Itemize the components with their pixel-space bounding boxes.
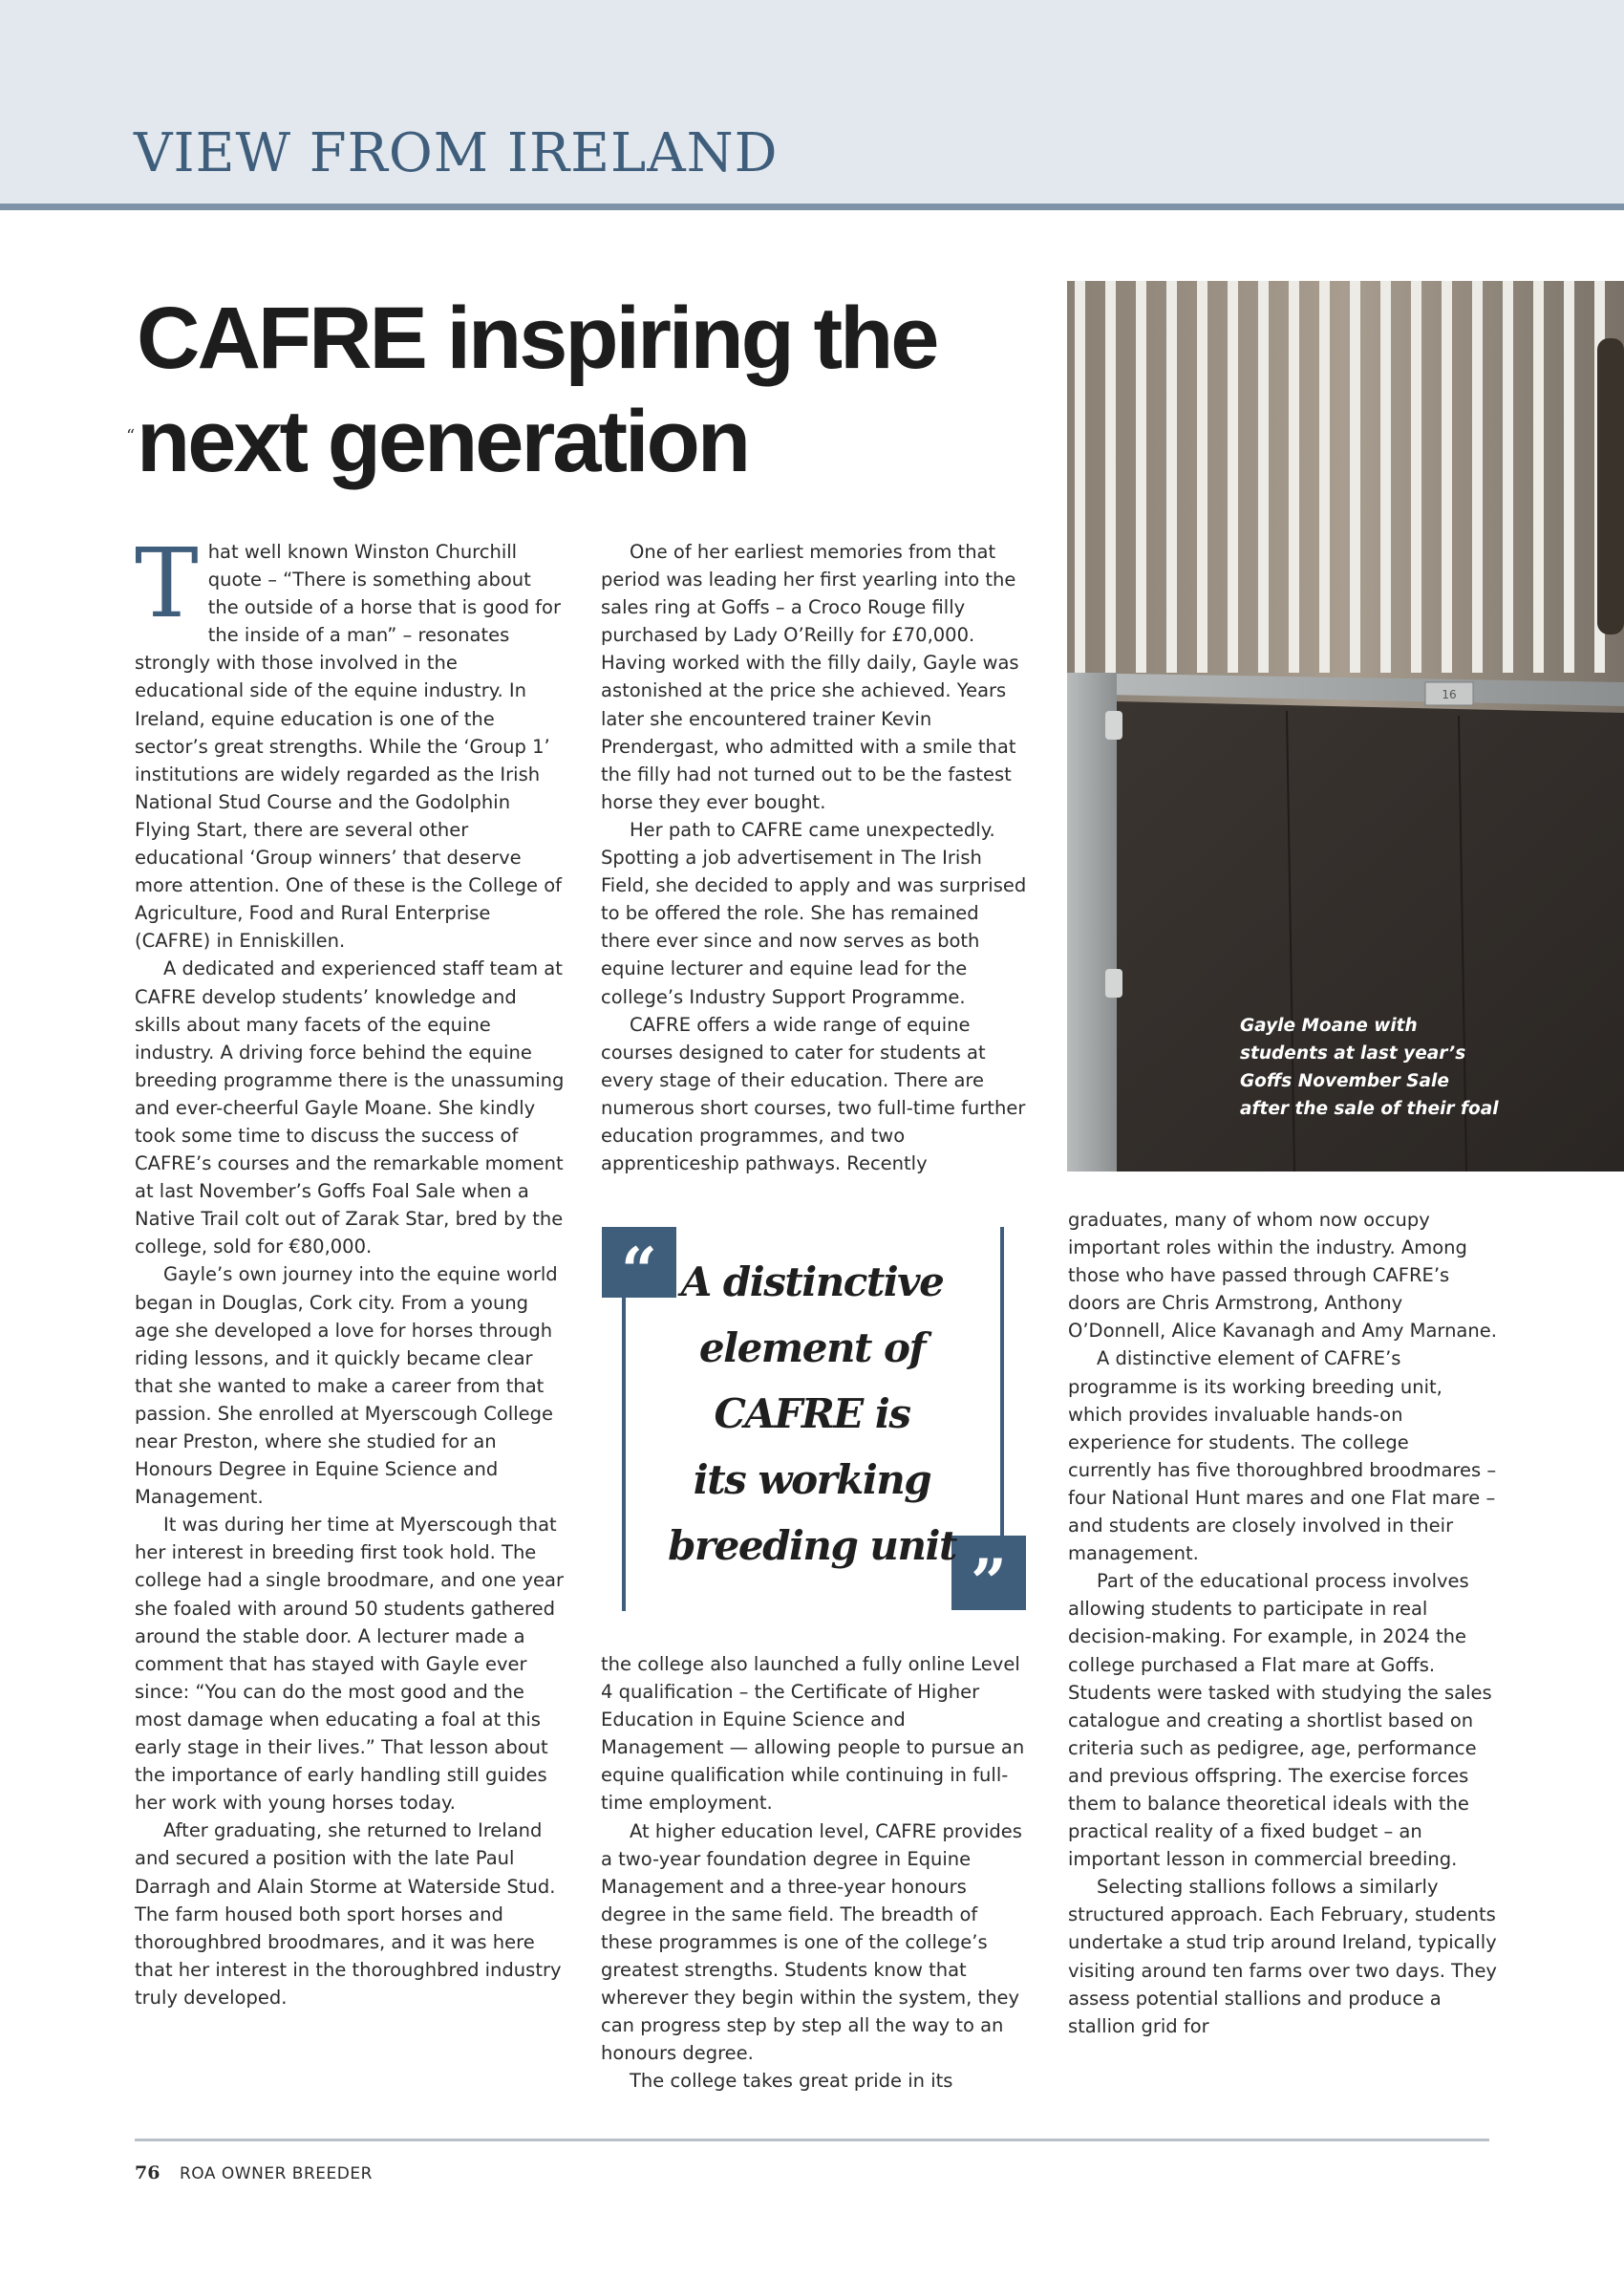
paragraph [135,527,566,955]
pull-quote-line: A distinctive [680,1258,944,1305]
body-column-1 [135,527,566,2011]
body-column-3 [1068,1206,1498,2040]
body-column-2-bottom [601,1650,1033,2096]
publication-name: ROA OWNER BREEDER [180,2164,373,2183]
headline-line-1: CAFRE inspiring the [137,290,937,387]
caption-line: Gayle Moane with [1240,1016,1418,1036]
paragraph: At higher education level, CAFRE provides a two-year foundation degree in Equine Management and a three-year honours degree in the same field. The breadth of these programmes is one of the college’s greatest strengths. Students know that wherever they begin within the system, they can progress step by step all the way to an honours degree. [601,1819,1022,2065]
paragraph: Part of the educational process involves allowing students to participate in real decision-making. For example, in 2024 the college purchased a Flat mare at Goffs. Students were tasked with studying the sales catalogue and creating a shortlist based on criteria such as pedigree, age, performance and previous offspring. The exercise forces them to balance theoretical ideals with the practical reality of a fixed budget – an important lesson in commercial breeding. [1068,1570,1492,1871]
footer-rule [135,2139,1489,2141]
pull-quote-line: CAFRE is [714,1390,910,1437]
caption-line: students at last year’s [1240,1043,1466,1064]
paragraph: the college also launched a fully online Level 4 qualification – the Certificate of Higher Education in Equine Science and Management — allowing people to pursue an equine qualification while continuing in full-time employment. [601,1653,1025,1815]
paragraph: A distinctive element of CAFRE’s programme is its working breeding unit, which provides invaluable hands-on experience for students. The college currently has five thoroughbred broodmares – four National Hunt mares and one Flat mare – and students are closely involved in their management. [1068,1347,1497,1565]
pull-quote-line: element of [698,1324,926,1371]
paragraph: A dedicated and experienced staff team at CAFRE develop students’ knowledge and skills about many facets of the equine industry. A driving force behind the equine breeding programme there is the unassuming and ever-cheerful Gayle Moane. She kindly took some time to discuss the success of CAFRE’s courses and the remarkable moment at last November’s Goffs Foal Sale when a Native Trail colt out of Zarak Star, bred by the college, sold for €80,000. [135,957,565,1258]
page-number: 76 [135,2162,160,2183]
headline-quote-mark: “ [126,426,136,446]
pull-quote-line: breeding unit [668,1522,956,1569]
paragraph: After graduating, she returned to Ireland and secured a position with the late Paul Darragh and Alain Storme at Waterside Stud. The farm housed both sport horses and thoroughbred broodmares, and it was here that her interest in the thoroughbred industry truly developed. [135,1819,562,2009]
pull-quote [659,1249,965,1579]
drop-cap: T [135,527,199,639]
caption-line: after the sale of their foal [1240,1099,1499,1119]
pull-quote-open-mark: “ [602,1227,676,1298]
pull-quote-close-mark: ” [951,1536,1026,1610]
body-column-2-top [601,538,1033,1177]
caption-line: Goffs November Sale [1240,1071,1449,1091]
paragraph: It was during her time at Myerscough that her interest in breeding first took hold. The college had a single broodmare, and one year she foaled with around 50 students gathered around the stable door. A lecturer made a comment that has stayed with Gayle ever since: “You can do the most good and the most damage when educating a foal at this early stage in their lives.” That lesson about the importance of early handling still guides her work with young horses today. [135,1514,565,1815]
paragraph-text: hat well known Winston Churchill quote – “There is something about the outside of a horse that is good for the inside of a man” – resonates strongly with those involved in the educational side of the equine industry. In Ireland, equine education is one of the sector’s great strengths. While the ‘Group 1’ institutions are widely regarded as the Irish National Stud Course and the Godolphin Flying Start, there are several other educational ‘Group winners’ that deserve more attention. One of these is the College of Agriculture, Food and Rural Enterprise (CAFRE) in Enniskillen. [135,541,563,953]
paragraph: One of her earliest memories from that period was leading her first yearling into the sales ring at Goffs – a Croco Rouge filly purchased by Lady O’Reilly for £70,000. Having worked with the filly daily, Gayle was astonished at the price she achieved. Years later she encountered trainer Kevin Prendergast, who admitted with a smile that the filly had not turned out to be the fastest horse they ever bought. [601,541,1019,813]
paragraph: Gayle’s own journey into the equine world began in Douglas, Cork city. From a young age she developed a love for horses through riding lessons, and it quickly became clear that she wanted to make a career from that passion. She enrolled at Myerscough College near Preston, where she studied for an Honours Degree in Equine Science and Management. [135,1263,558,1509]
article-headline [137,287,1035,493]
pull-quote-line: its working [693,1456,931,1503]
paragraph: Her path to CAFRE came unexpectedly. Spotting a job advertisement in The Irish Field, she decided to apply and was surprised to be offered the role. She has remained there ever since and now serves as both equine lecturer and equine lead for the college’s Industry Support Programme. [601,818,1027,1008]
paragraph: CAFRE offers a wide range of equine courses designed to cater for students at every stage of their education. There are numerous short courses, two full-time further education programmes, and two apprenticeship pathways. Recently [601,1013,1026,1175]
photo-caption [1240,1012,1517,1123]
paragraph: The college takes great pride in its [630,2070,953,2093]
section-title: VIEW FROM IRELAND [134,122,779,184]
headline-line-2: next generation [137,393,749,490]
paragraph: graduates, many of whom now occupy important roles within the industry. Among those who have passed through CAFRE’s doors are Chris Armstrong, Anthony O’Donnell, Alice Kavanagh and Amy Marnane. [1068,1209,1497,1343]
door-plate-number: 16 [1442,688,1457,701]
header-rule [0,204,1624,210]
paragraph: Selecting stallions follows a similarly structured approach. Each February, students undertake a stud trip around Ireland, typically visiting around ten farms over two days. They assess potential stallions and produce a stallion grid for [1068,1876,1497,2037]
